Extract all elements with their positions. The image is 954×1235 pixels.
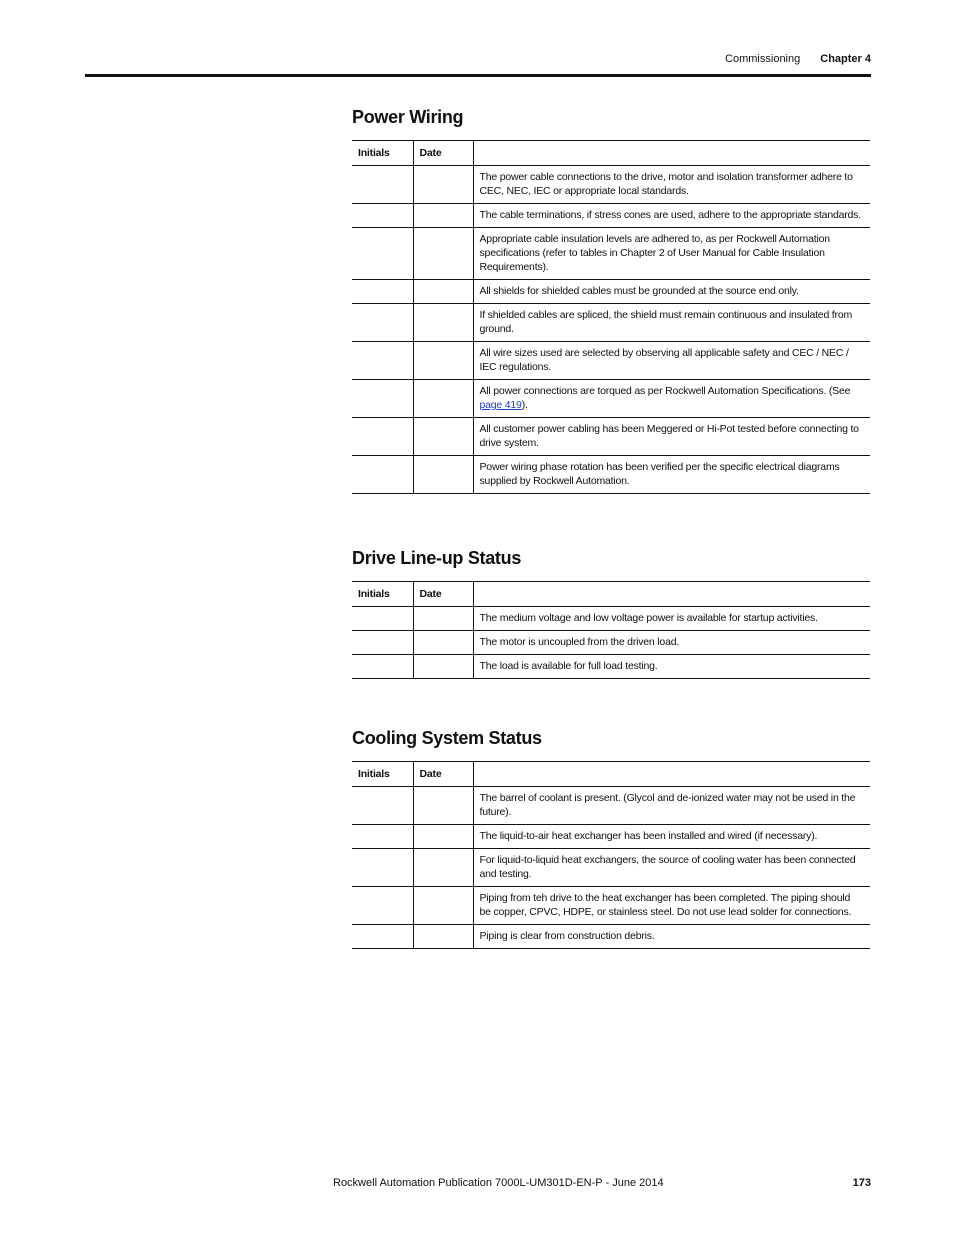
initials-cell[interactable] xyxy=(352,204,413,228)
table-row xyxy=(352,631,870,655)
date-cell[interactable] xyxy=(413,342,473,380)
item-text: The liquid-to-air heat exchanger has been installed and wired (if necessary). xyxy=(473,825,870,849)
page-number: 173 xyxy=(852,1177,871,1189)
page-419-link[interactable]: page 419 xyxy=(479,399,522,411)
header-rule xyxy=(85,74,871,77)
table-row xyxy=(352,456,870,494)
table-row xyxy=(352,787,870,825)
power-wiring-section xyxy=(352,107,870,494)
drive-lineup-section xyxy=(352,548,870,679)
date-cell[interactable] xyxy=(413,631,473,655)
date-cell[interactable] xyxy=(413,607,473,631)
drive-lineup-table xyxy=(352,581,870,679)
initials-cell[interactable] xyxy=(352,342,413,380)
initials-cell[interactable] xyxy=(352,280,413,304)
item-text: All shields for shielded cables must be grounded at the source end only. xyxy=(473,280,870,304)
date-cell[interactable] xyxy=(413,166,473,204)
section-title: Drive Line-up Status xyxy=(352,548,522,568)
item-header xyxy=(473,582,870,607)
table-row xyxy=(352,280,870,304)
table-row xyxy=(352,380,870,418)
initials-cell[interactable] xyxy=(352,380,413,418)
table-row xyxy=(352,418,870,456)
item-text: The cable terminations, if stress cones are used, adhere to the appropriate standards. xyxy=(473,204,870,228)
initials-header: Initials xyxy=(352,762,413,787)
initials-header: Initials xyxy=(352,582,413,607)
table-header-row xyxy=(352,582,870,607)
date-cell[interactable] xyxy=(413,655,473,679)
item-text: For liquid-to-liquid heat exchangers, the source of cooling water has been connected and testing. xyxy=(473,849,870,887)
initials-cell[interactable] xyxy=(352,655,413,679)
table-row xyxy=(352,228,870,280)
publication-info: Rockwell Automation Publication 7000L-UM301D-EN-P - June 2014 xyxy=(333,1177,664,1189)
cooling-system-table xyxy=(352,761,870,949)
item-text: If shielded cables are spliced, the shield must remain continuous and insulated from ground. xyxy=(473,304,870,342)
page-header xyxy=(725,53,871,65)
item-text: The motor is uncoupled from the driven load. xyxy=(473,631,870,655)
power-wiring-table xyxy=(352,140,870,494)
item-text: All customer power cabling has been Meggered or Hi-Pot tested before connecting to drive system. xyxy=(473,418,870,456)
date-cell[interactable] xyxy=(413,787,473,825)
item-text: The load is available for full load testing. xyxy=(473,655,870,679)
header-chapter: Chapter 4 xyxy=(820,53,871,65)
date-header: Date xyxy=(413,141,473,166)
date-cell[interactable] xyxy=(413,418,473,456)
table-header-row xyxy=(352,762,870,787)
item-text: Power wiring phase rotation has been verified per the specific electrical diagrams supplied by Rockwell Automation. xyxy=(473,456,870,494)
initials-cell[interactable] xyxy=(352,166,413,204)
table-row xyxy=(352,607,870,631)
date-cell[interactable] xyxy=(413,456,473,494)
initials-cell[interactable] xyxy=(352,887,413,925)
initials-header: Initials xyxy=(352,141,413,166)
initials-cell[interactable] xyxy=(352,787,413,825)
table-row xyxy=(352,166,870,204)
table-row xyxy=(352,655,870,679)
date-header: Date xyxy=(413,582,473,607)
item-text: All wire sizes used are selected by observing all applicable safety and CEC / NEC / IEC regulations. xyxy=(473,342,870,380)
initials-cell[interactable] xyxy=(352,456,413,494)
item-header xyxy=(473,141,870,166)
date-cell[interactable] xyxy=(413,204,473,228)
date-cell[interactable] xyxy=(413,825,473,849)
item-text-with-link xyxy=(473,380,870,418)
table-row xyxy=(352,887,870,925)
initials-cell[interactable] xyxy=(352,418,413,456)
initials-cell[interactable] xyxy=(352,228,413,280)
initials-cell[interactable] xyxy=(352,925,413,949)
initials-cell[interactable] xyxy=(352,849,413,887)
table-row xyxy=(352,342,870,380)
item-text: The barrel of coolant is present. (Glycol and de-ionized water may not be used in the future). xyxy=(473,787,870,825)
cooling-system-section xyxy=(352,728,870,949)
date-header: Date xyxy=(413,762,473,787)
header-section: Commissioning xyxy=(725,53,801,65)
table-row xyxy=(352,925,870,949)
date-cell[interactable] xyxy=(413,228,473,280)
item-text: The medium voltage and low voltage power is available for startup activities. xyxy=(473,607,870,631)
date-cell[interactable] xyxy=(413,304,473,342)
item-text: Piping is clear from construction debris. xyxy=(473,925,870,949)
item-text: Appropriate cable insulation levels are adhered to, as per Rockwell Automation specifications (refer to tables in Chapter 2 of User Manual for Cable Insulation Requirements). xyxy=(473,228,870,280)
table-row xyxy=(352,204,870,228)
table-row xyxy=(352,825,870,849)
date-cell[interactable] xyxy=(413,280,473,304)
initials-cell[interactable] xyxy=(352,631,413,655)
item-header xyxy=(473,762,870,787)
item-text: Piping from teh drive to the heat exchanger has been completed. The piping should be copper, CPVC, HDPE, or stainless steel. Do not use lead solder for connections. xyxy=(473,887,870,925)
section-title: Cooling System Status xyxy=(352,728,542,748)
initials-cell[interactable] xyxy=(352,304,413,342)
table-header-row xyxy=(352,141,870,166)
table-row xyxy=(352,304,870,342)
initials-cell[interactable] xyxy=(352,825,413,849)
table-row xyxy=(352,849,870,887)
section-title: Power Wiring xyxy=(352,107,464,127)
item-text: All power connections are torqued as per Rockwell Automation Specifications. (See xyxy=(479,385,851,397)
date-cell[interactable] xyxy=(413,849,473,887)
date-cell[interactable] xyxy=(413,925,473,949)
date-cell[interactable] xyxy=(413,380,473,418)
item-text-suffix: ). xyxy=(521,399,528,411)
item-text: The power cable connections to the drive, motor and isolation transformer adhere to CEC, NEC, IEC or appropriate local standards. xyxy=(473,166,870,204)
initials-cell[interactable] xyxy=(352,607,413,631)
date-cell[interactable] xyxy=(413,887,473,925)
